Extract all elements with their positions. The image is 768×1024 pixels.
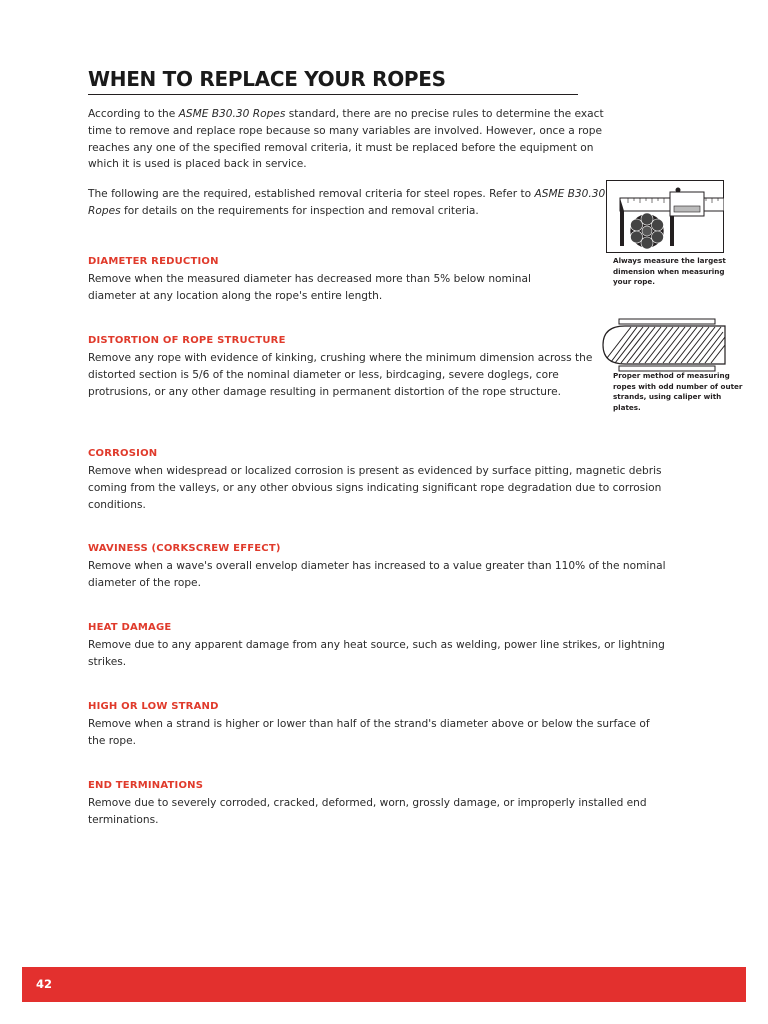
section-heading-distortion: DISTORTION OF ROPE STRUCTURE	[88, 335, 286, 346]
section-body-end-terminations: Remove due to severely corroded, cracked, deformed, worn, grossly damage, or improperly installed end terminations.	[88, 797, 647, 826]
title-rule	[88, 94, 578, 95]
page-number: 42	[36, 977, 53, 991]
intro-paragraph-1: According to the ASME B30.30 Ropes standard, there are no precise rules to determine the exact time to remove and replace rope because so many variables are involved. However, once a rope reaches any one of the specified removal criteria, it must be replaced before the equipment on which it is used is placed back in service.	[88, 108, 604, 171]
footer-bar	[22, 967, 746, 1002]
section-heading-waviness: WAVINESS (CORKSCREW EFFECT)	[88, 543, 281, 554]
section-body-heat-damage: Remove due to any apparent damage from any heat source, such as welding, power line strikes, or lightning strikes.	[88, 639, 665, 668]
section-body-high-low-strand: Remove when a strand is higher or lower than half of the strand's diameter above or below the surface of the rope.	[88, 718, 650, 747]
intro-paragraph-2: The following are the required, established removal criteria for steel ropes. Refer to ASME B30.30 Ropes for details on the requirements for inspection and removal criteria.	[88, 188, 606, 217]
section-heading-diameter-reduction: DIAMETER REDUCTION	[88, 256, 219, 267]
page-title: WHEN TO REPLACE YOUR ROPES	[88, 67, 446, 91]
rope-plates-figure	[599, 318, 727, 372]
section-body-waviness: Remove when a wave's overall envelop diameter has increased to a value greater than 110% of the nominal diameter of the rope.	[88, 560, 666, 589]
caliper-measurement-figure	[606, 180, 724, 253]
figure-caption-diameter: Always measure the largest dimension when measuring your rope.	[613, 256, 726, 287]
section-heading-heat-damage: HEAT DAMAGE	[88, 622, 172, 633]
section-body-distortion: Remove any rope with evidence of kinking, crushing where the minimum dimension across the distorted section is 5/6 of the nominal diameter or less, birdcaging, severe doglegs, core protrusions, or any other damage resulting in permanent distortion of the rope structure.	[88, 352, 593, 398]
standard-reference: ASME B30.30 Ropes	[88, 188, 606, 217]
section-heading-high-low-strand: HIGH OR LOW STRAND	[88, 701, 219, 712]
section-body-corrosion: Remove when widespread or localized corrosion is present as evidenced by surface pitting, magnetic debris coming from the valleys, or any other obvious signs indicating significant rope degradation due to corrosion conditions.	[88, 465, 662, 511]
section-heading-end-terminations: END TERMINATIONS	[88, 780, 204, 791]
standard-reference: ASME B30.30 Ropes	[178, 108, 286, 120]
figure-caption-plates: Proper method of measuring ropes with odd number of outer strands, using caliper with plates.	[613, 371, 743, 412]
section-body-diameter-reduction: Remove when the measured diameter has decreased more than 5% below nominal diameter at any location along the rope's entire length.	[88, 273, 531, 302]
section-heading-corrosion: CORROSION	[88, 448, 158, 459]
